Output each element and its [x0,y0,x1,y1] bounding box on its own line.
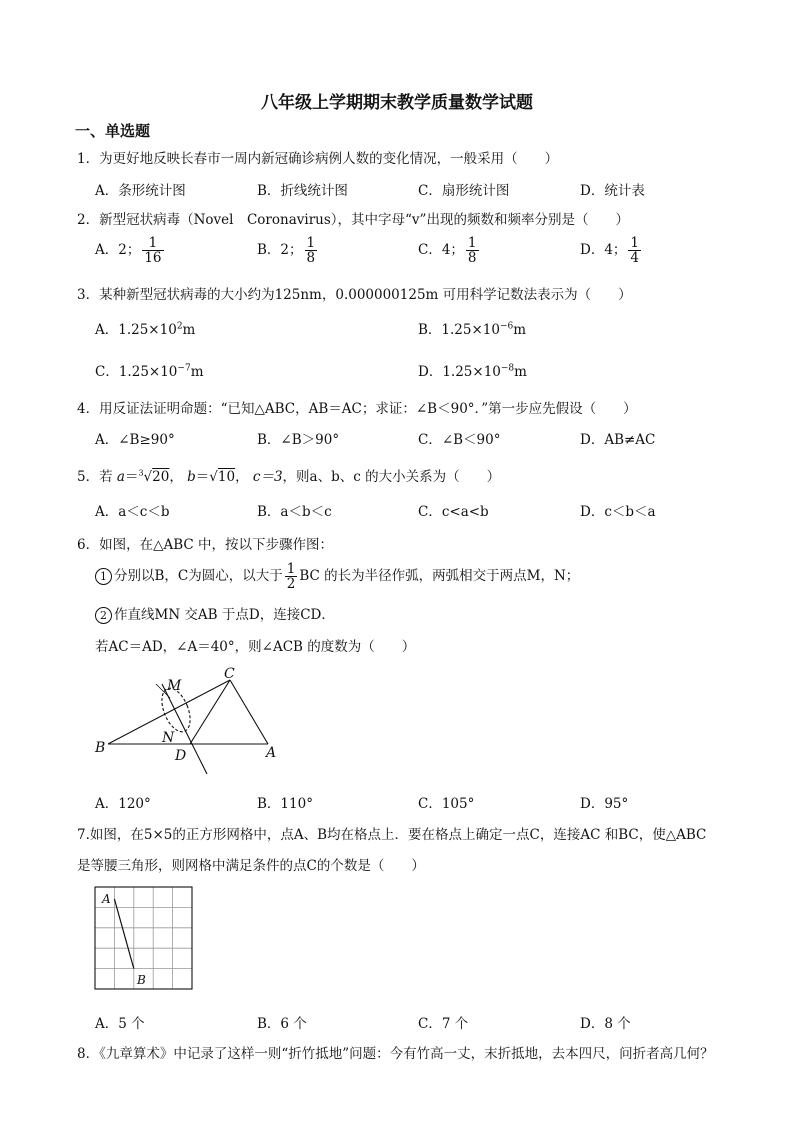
section-heading: 一、单选题 [75,122,151,140]
q3-option-c[interactable] [95,360,204,380]
step-number-1: 1 [95,568,112,585]
q6-step2 [95,603,335,624]
base: 1.25×10 [118,364,178,380]
q7-option-d[interactable]: D．8 个 [580,1016,631,1032]
q6-stem: 6．如图，在△ABC 中，按以下步骤作图： [77,537,334,553]
q5-option-c[interactable]: C．c<a<b [418,504,489,520]
denominator: 8 [467,250,477,267]
step2-text: 作直线MN 交AB 于点D，连接CD． [114,607,335,623]
label-n: N [162,730,175,746]
q5-option-b[interactable]: B．a＜b＜c [257,504,332,520]
label-d: D [175,748,187,764]
denominator: 2 [286,576,296,593]
radicand-a: 20 [152,469,170,485]
q7-option-c[interactable]: C．7 个 [418,1016,469,1032]
q1-stem: 1．为更好地反映长春市一周内新冠确诊病例人数的变化情况，一般采用（ ） [77,151,559,167]
option-label: A． [95,322,119,338]
option-label: B． [418,322,442,338]
q6-option-b[interactable]: B．110° [257,796,313,812]
q2-option-b[interactable] [257,236,319,265]
q5-option-a[interactable]: A．a＜c＜b [95,504,170,520]
option-label: D． [418,364,443,380]
unit: m [182,322,196,338]
label-a: A [102,892,111,906]
step1-text: 分别以B，C为圆心，以大于 [114,568,283,585]
q3-option-a[interactable] [95,318,195,338]
option-label: C．4； [418,242,464,259]
q6-step1 [95,562,579,591]
q1-option-d[interactable]: D．统计表 [580,183,645,199]
q5-option-d[interactable]: D．c＜b＜a [580,504,656,520]
denominator: 8 [306,250,316,267]
q1-option-a[interactable]: A．条形统计图 [95,183,186,199]
q4-option-d[interactable]: D．AB≠AC [580,432,656,448]
option-label: A．2； [95,242,141,259]
var-c: c＝3 [252,469,283,485]
exponent: −7 [177,363,191,374]
numerator: 1 [467,235,477,251]
numerator: 1 [142,236,163,251]
exponent: 2 [176,321,183,332]
stem-suffix: ，则a、b、c 的大小关系为（ ） [282,469,501,485]
q6-condition: 若AC＝AD，∠A＝40°，则∠ACB 的度数为（ ） [95,639,416,655]
q4-option-a[interactable]: A．∠B≥90° [95,432,175,448]
q3-option-d[interactable] [418,360,527,380]
option-label: D．4； [580,242,627,259]
base: 1.25×10 [442,364,501,380]
fraction [305,236,318,265]
label-b: B [137,973,146,987]
numerator: 1 [630,235,640,251]
base: 1.25×10 [118,322,177,338]
q7-stem-line1: 7.如图，在5×5的正方形网格中，点A、B均在格点上．要在格点上确定一点C，连接AC 和BC，使△ABC [77,827,707,843]
q5-stem: 5．若 a＝$^3$√20， b＝√10， c＝3，则a、b、c 的大小关系为（ ） [77,468,501,485]
q6-option-c[interactable]: C．105° [418,796,475,812]
q7-grid-figure [93,885,213,993]
base: 1.25×10 [441,322,500,338]
segment-ab [114,899,133,969]
q6-option-a[interactable]: A．120° [95,796,151,812]
label-b: B [95,740,106,756]
q8-stem: 8．《九章算术》中记录了这样一则“折竹抵地”问题：今有竹高一丈，末折抵地，去本四尺，问折者高几何？ [77,1046,714,1062]
q7-stem-line2: 是等腰三角形，则网格中满足条件的点C的个数是（ ） [77,858,425,874]
q4-option-b[interactable]: B．∠B＞90° [257,432,340,448]
label-c: C [224,666,235,682]
var-a: a [116,469,125,485]
q1-option-c[interactable]: C．扇形统计图 [418,183,510,199]
q6-option-d[interactable]: D．95° [580,796,629,812]
step1-text-end: BC 的长为半径作弧，两弧相交于两点M，N； [299,568,580,585]
q6-triangle-figure [90,660,290,780]
q7-option-a[interactable]: A．5 个 [95,1016,145,1032]
q3-stem: 3．某种新型冠状病毒的大小约为125nm，0.000000125m 可用科学记数法表示为（ ） [77,287,632,303]
q2-stem: 2．新型冠状病毒（Novel Coronavirus），其中字母“v”出现的频数和频率分别是（ ） [77,212,629,228]
denominator: 16 [144,250,162,267]
fraction [628,236,641,265]
step-number-2: 2 [95,607,112,624]
label-a: A [266,745,277,761]
segment-ca [230,680,268,744]
fraction-half [285,562,298,591]
fraction [142,236,163,265]
q2-option-c[interactable] [418,236,481,265]
unit: m [513,322,527,338]
q1-option-b[interactable]: B．折线统计图 [257,183,348,199]
q2-option-d[interactable] [580,236,643,265]
page-title: 八年级上学期期末教学质量数学试题 [261,93,533,113]
var-b: b [187,469,196,485]
segment-cd [190,680,230,744]
q4-stem: 4．用反证法证明命题：“已知△ABC，AB＝AC；求证：∠B＜90°．”第一步应先假设（ ） [77,401,637,417]
exponent: −8 [500,363,515,374]
label-m: M [167,678,182,694]
q7-option-b[interactable]: B．6 个 [257,1016,307,1032]
unit: m [190,364,204,380]
unit: m [514,364,527,380]
q4-option-c[interactable]: C．∠B＜90° [418,432,501,448]
option-label: B．2； [257,242,303,259]
stem-prefix: 5．若 [77,469,113,485]
numerator: 1 [286,561,296,577]
denominator: 4 [630,250,640,267]
option-label: C． [95,364,119,380]
q2-option-a[interactable] [95,236,166,265]
fraction [466,236,479,265]
exponent: −6 [499,321,514,332]
numerator: 1 [306,235,316,251]
q3-option-b[interactable] [418,318,526,338]
radicand-b: 10 [217,469,236,485]
